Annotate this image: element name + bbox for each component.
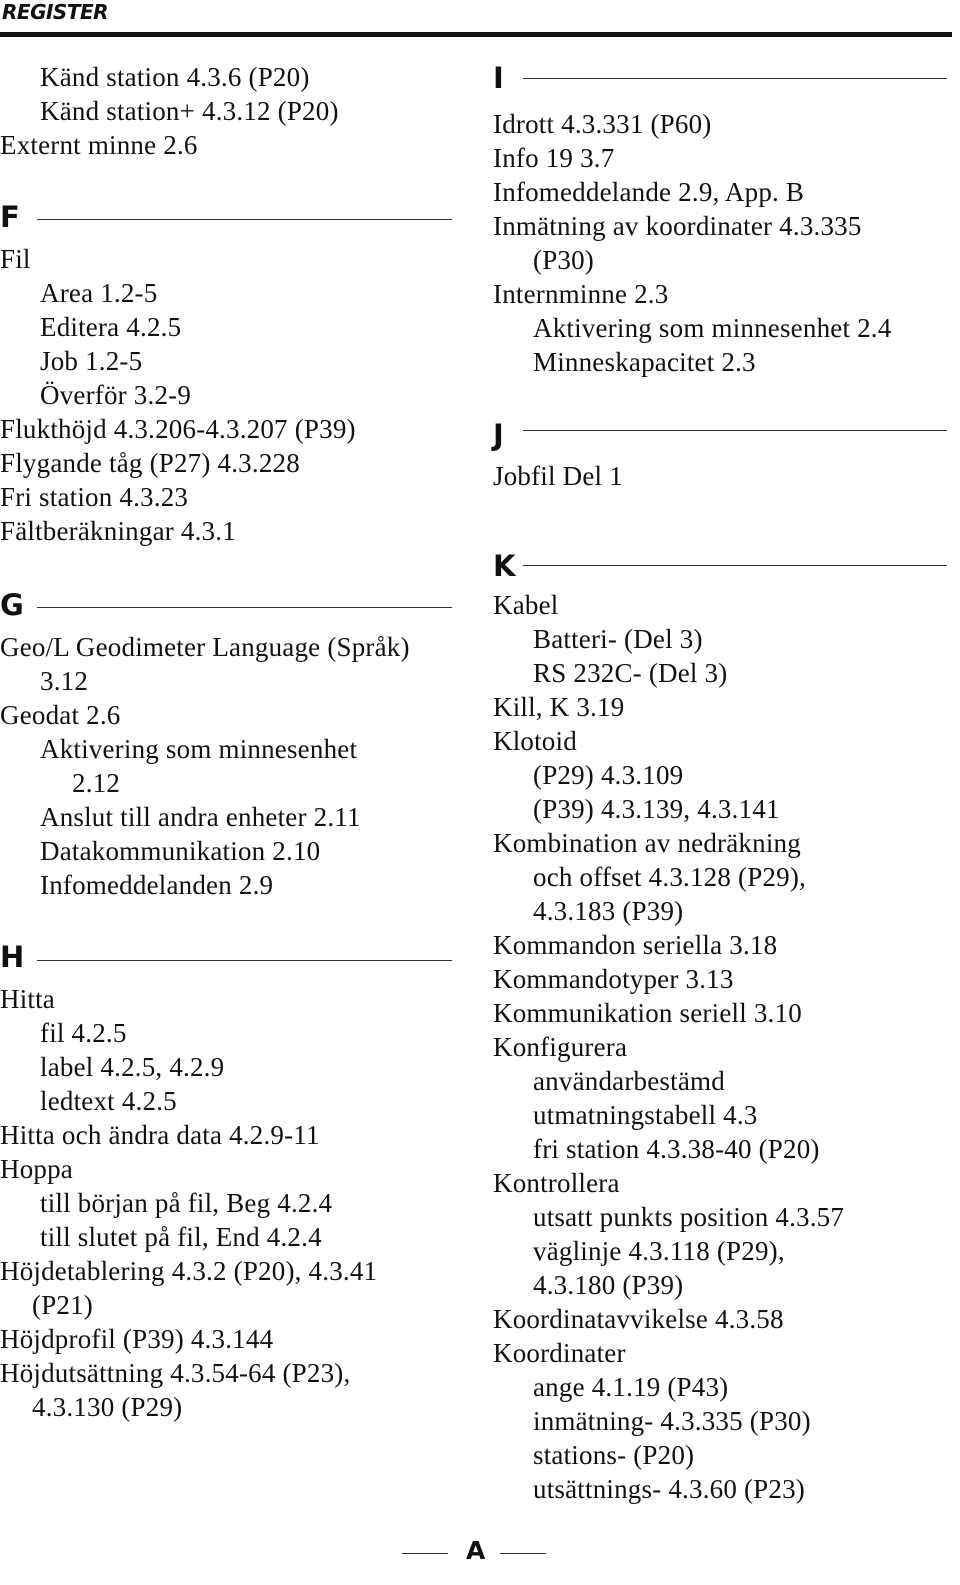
index-entry: till slutet på fil, End 4.2.4 — [40, 1222, 322, 1252]
index-entry: Höjdetablering 4.3.2 (P20), 4.3.41 — [0, 1256, 378, 1286]
section-heading-f: F — [0, 200, 20, 234]
index-entry: inmätning- 4.3.335 (P30) — [533, 1406, 811, 1436]
index-entry: ange 4.1.19 (P43) — [533, 1372, 729, 1402]
index-entry: (P29) 4.3.109 — [533, 760, 684, 790]
index-entry: Konfigurera — [493, 1032, 628, 1062]
index-entry: och offset 4.3.128 (P29), — [533, 862, 806, 892]
index-entry: 4.3.183 (P39) — [533, 896, 684, 926]
index-entry: Kommandotyper 3.13 — [493, 964, 734, 994]
index-entry: Koordinater — [493, 1338, 626, 1368]
index-entry: Infomeddelanden 2.9 — [40, 870, 274, 900]
index-entry: Minneskapacitet 2.3 — [533, 347, 756, 377]
section-rule — [523, 78, 947, 79]
index-entry: Hoppa — [0, 1154, 73, 1184]
footer-letter: A — [466, 1536, 486, 1565]
index-entry: Kontrollera — [493, 1168, 620, 1198]
index-entry: Koordinatavvikelse 4.3.58 — [493, 1304, 784, 1334]
index-entry: Hitta — [0, 984, 55, 1014]
section-heading-j: J — [493, 418, 504, 452]
section-heading-i: I — [493, 61, 504, 95]
index-entry: Geo/L Geodimeter Language (Språk) — [0, 632, 410, 662]
index-entry: utsättnings- 4.3.60 (P23) — [533, 1474, 805, 1504]
index-entry: ledtext 4.2.5 — [40, 1086, 177, 1116]
index-entry: Area 1.2-5 — [40, 278, 158, 308]
index-entry: Höjdprofil (P39) 4.3.144 — [0, 1324, 274, 1354]
index-entry: Inmätning av koordinater 4.3.335 — [493, 211, 862, 241]
index-entry: (P21) — [32, 1290, 93, 1320]
index-entry: Fältberäkningar 4.3.1 — [0, 516, 236, 546]
index-entry: Känd station 4.3.6 (P20) — [40, 62, 310, 92]
section-rule — [523, 565, 947, 566]
index-entry: Flukthöjd 4.3.206-4.3.207 (P39) — [0, 414, 356, 444]
index-entry: Jobfil Del 1 — [493, 461, 623, 491]
section-rule — [37, 960, 452, 961]
index-entry: Fri station 4.3.23 — [0, 482, 189, 512]
index-entry: Fil — [0, 244, 31, 274]
index-entry: Känd station+ 4.3.12 (P20) — [40, 96, 339, 126]
index-entry: 4.3.130 (P29) — [32, 1392, 183, 1422]
index-entry: Kill, K 3.19 — [493, 692, 625, 722]
index-entry: Kommandon seriella 3.18 — [493, 930, 778, 960]
index-entry: Flygande tåg (P27) 4.3.228 — [0, 448, 300, 478]
index-entry: fri station 4.3.38-40 (P20) — [533, 1134, 820, 1164]
index-entry: 4.3.180 (P39) — [533, 1270, 684, 1300]
header-rule — [0, 32, 952, 37]
index-entry: till början på fil, Beg 4.2.4 — [40, 1188, 333, 1218]
header-label: REGISTER — [2, 0, 109, 24]
footer-rule-left — [402, 1553, 448, 1554]
index-entry: Editera 4.2.5 — [40, 312, 182, 342]
section-heading-g: G — [0, 588, 24, 622]
section-rule — [37, 219, 452, 220]
index-entry: Kommunikation seriell 3.10 — [493, 998, 802, 1028]
index-entry: Job 1.2-5 — [40, 346, 143, 376]
index-entry: RS 232C- (Del 3) — [533, 658, 728, 688]
index-entry: Idrott 4.3.331 (P60) — [493, 109, 712, 139]
index-entry: Externt minne 2.6 — [0, 130, 198, 160]
index-entry: (P39) 4.3.139, 4.3.141 — [533, 794, 780, 824]
index-entry: utsatt punkts position 4.3.57 — [533, 1202, 845, 1232]
section-heading-h: H — [0, 940, 25, 974]
index-entry: Aktivering som minnesenhet 2.4 — [533, 313, 892, 343]
index-entry: Batteri- (Del 3) — [533, 624, 703, 654]
footer-rule-right — [500, 1553, 546, 1554]
index-entry: Kombination av nedräkning — [493, 828, 801, 858]
index-entry: användarbestämd — [533, 1066, 725, 1096]
index-entry: 3.12 — [40, 666, 89, 696]
index-entry: stations- (P20) — [533, 1440, 695, 1470]
index-entry: Internminne 2.3 — [493, 279, 669, 309]
index-entry: Överför 3.2-9 — [40, 380, 192, 410]
index-entry: Hitta och ändra data 4.2.9-11 — [0, 1120, 320, 1150]
section-rule — [523, 430, 947, 431]
index-entry: Geodat 2.6 — [0, 700, 121, 730]
index-entry: Klotoid — [493, 726, 577, 756]
index-entry: Info 19 3.7 — [493, 143, 615, 173]
index-entry: fil 4.2.5 — [40, 1018, 127, 1048]
index-entry: Aktivering som minnesenhet — [40, 734, 358, 764]
index-entry: Anslut till andra enheter 2.11 — [40, 802, 361, 832]
section-rule — [37, 607, 452, 608]
index-entry: Infomeddelande 2.9, App. B — [493, 177, 805, 207]
index-entry: Kabel — [493, 590, 559, 620]
index-entry: (P30) — [533, 245, 594, 275]
index-entry: utmatningstabell 4.3 — [533, 1100, 758, 1130]
index-entry: label 4.2.5, 4.2.9 — [40, 1052, 225, 1082]
index-entry: 2.12 — [72, 768, 121, 798]
section-heading-k: K — [493, 549, 516, 583]
index-entry: väglinje 4.3.118 (P29), — [533, 1236, 785, 1266]
index-entry: Höjdutsättning 4.3.54-64 (P23), — [0, 1358, 351, 1388]
index-entry: Datakommunikation 2.10 — [40, 836, 321, 866]
